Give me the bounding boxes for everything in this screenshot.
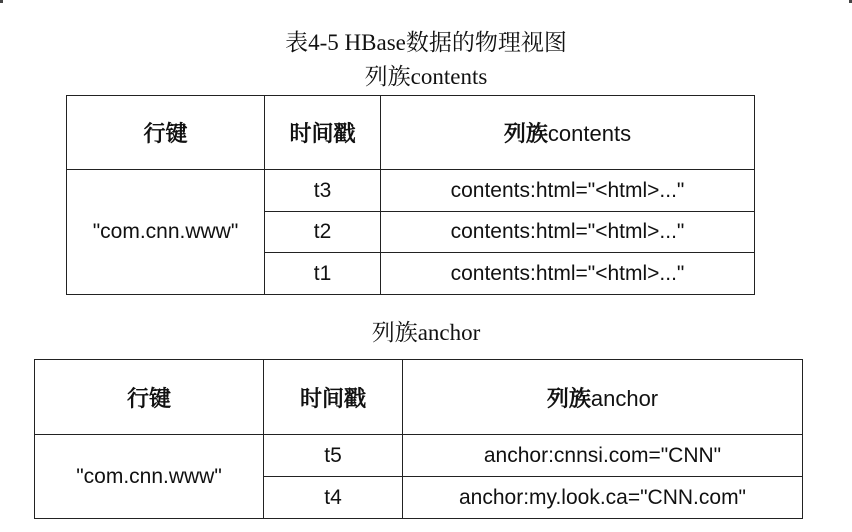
timestamp-cell: t4 — [264, 477, 403, 519]
timestamp-cell: t1 — [265, 253, 381, 295]
table-row — [35, 435, 803, 477]
column-family-prefix: 列族 — [503, 122, 548, 147]
table2-header-row — [35, 360, 803, 435]
timestamp-cell: t3 — [265, 170, 381, 212]
value-cell: contents:html="<html>..." — [381, 170, 755, 212]
timestamp-header: 时间戳 — [265, 96, 381, 170]
rowkey-cell: "com.cnn.www" — [67, 170, 265, 295]
column-family-header — [403, 360, 803, 435]
value-cell: contents:html="<html>..." — [381, 253, 755, 295]
column-family-prefix: 列族 — [546, 386, 591, 412]
timestamp-cell: t2 — [265, 212, 381, 253]
page-title: 表4-5 HBase数据的物理视图 — [285, 30, 567, 55]
column-family-name: contents — [547, 121, 632, 146]
anchor-table — [34, 359, 803, 519]
table1-caption: 列族contents — [364, 64, 488, 89]
column-family-name: anchor — [590, 385, 659, 411]
timestamp-cell: t5 — [264, 435, 403, 477]
rowkey-header: 行键 — [67, 96, 265, 170]
timestamp-header: 时间戳 — [264, 360, 403, 435]
value-cell: anchor:cnnsi.com="CNN" — [403, 435, 803, 477]
rowkey-header: 行键 — [35, 360, 264, 435]
corner-mark-left — [0, 0, 3, 3]
table-row — [67, 170, 755, 212]
rowkey-cell: "com.cnn.www" — [35, 435, 264, 519]
value-cell: contents:html="<html>..." — [381, 212, 755, 253]
column-family-header — [381, 96, 755, 170]
table2-caption: 列族anchor — [371, 320, 481, 345]
contents-table — [66, 95, 755, 295]
value-cell: anchor:my.look.ca="CNN.com" — [403, 477, 803, 519]
table1-header-row — [67, 96, 755, 170]
